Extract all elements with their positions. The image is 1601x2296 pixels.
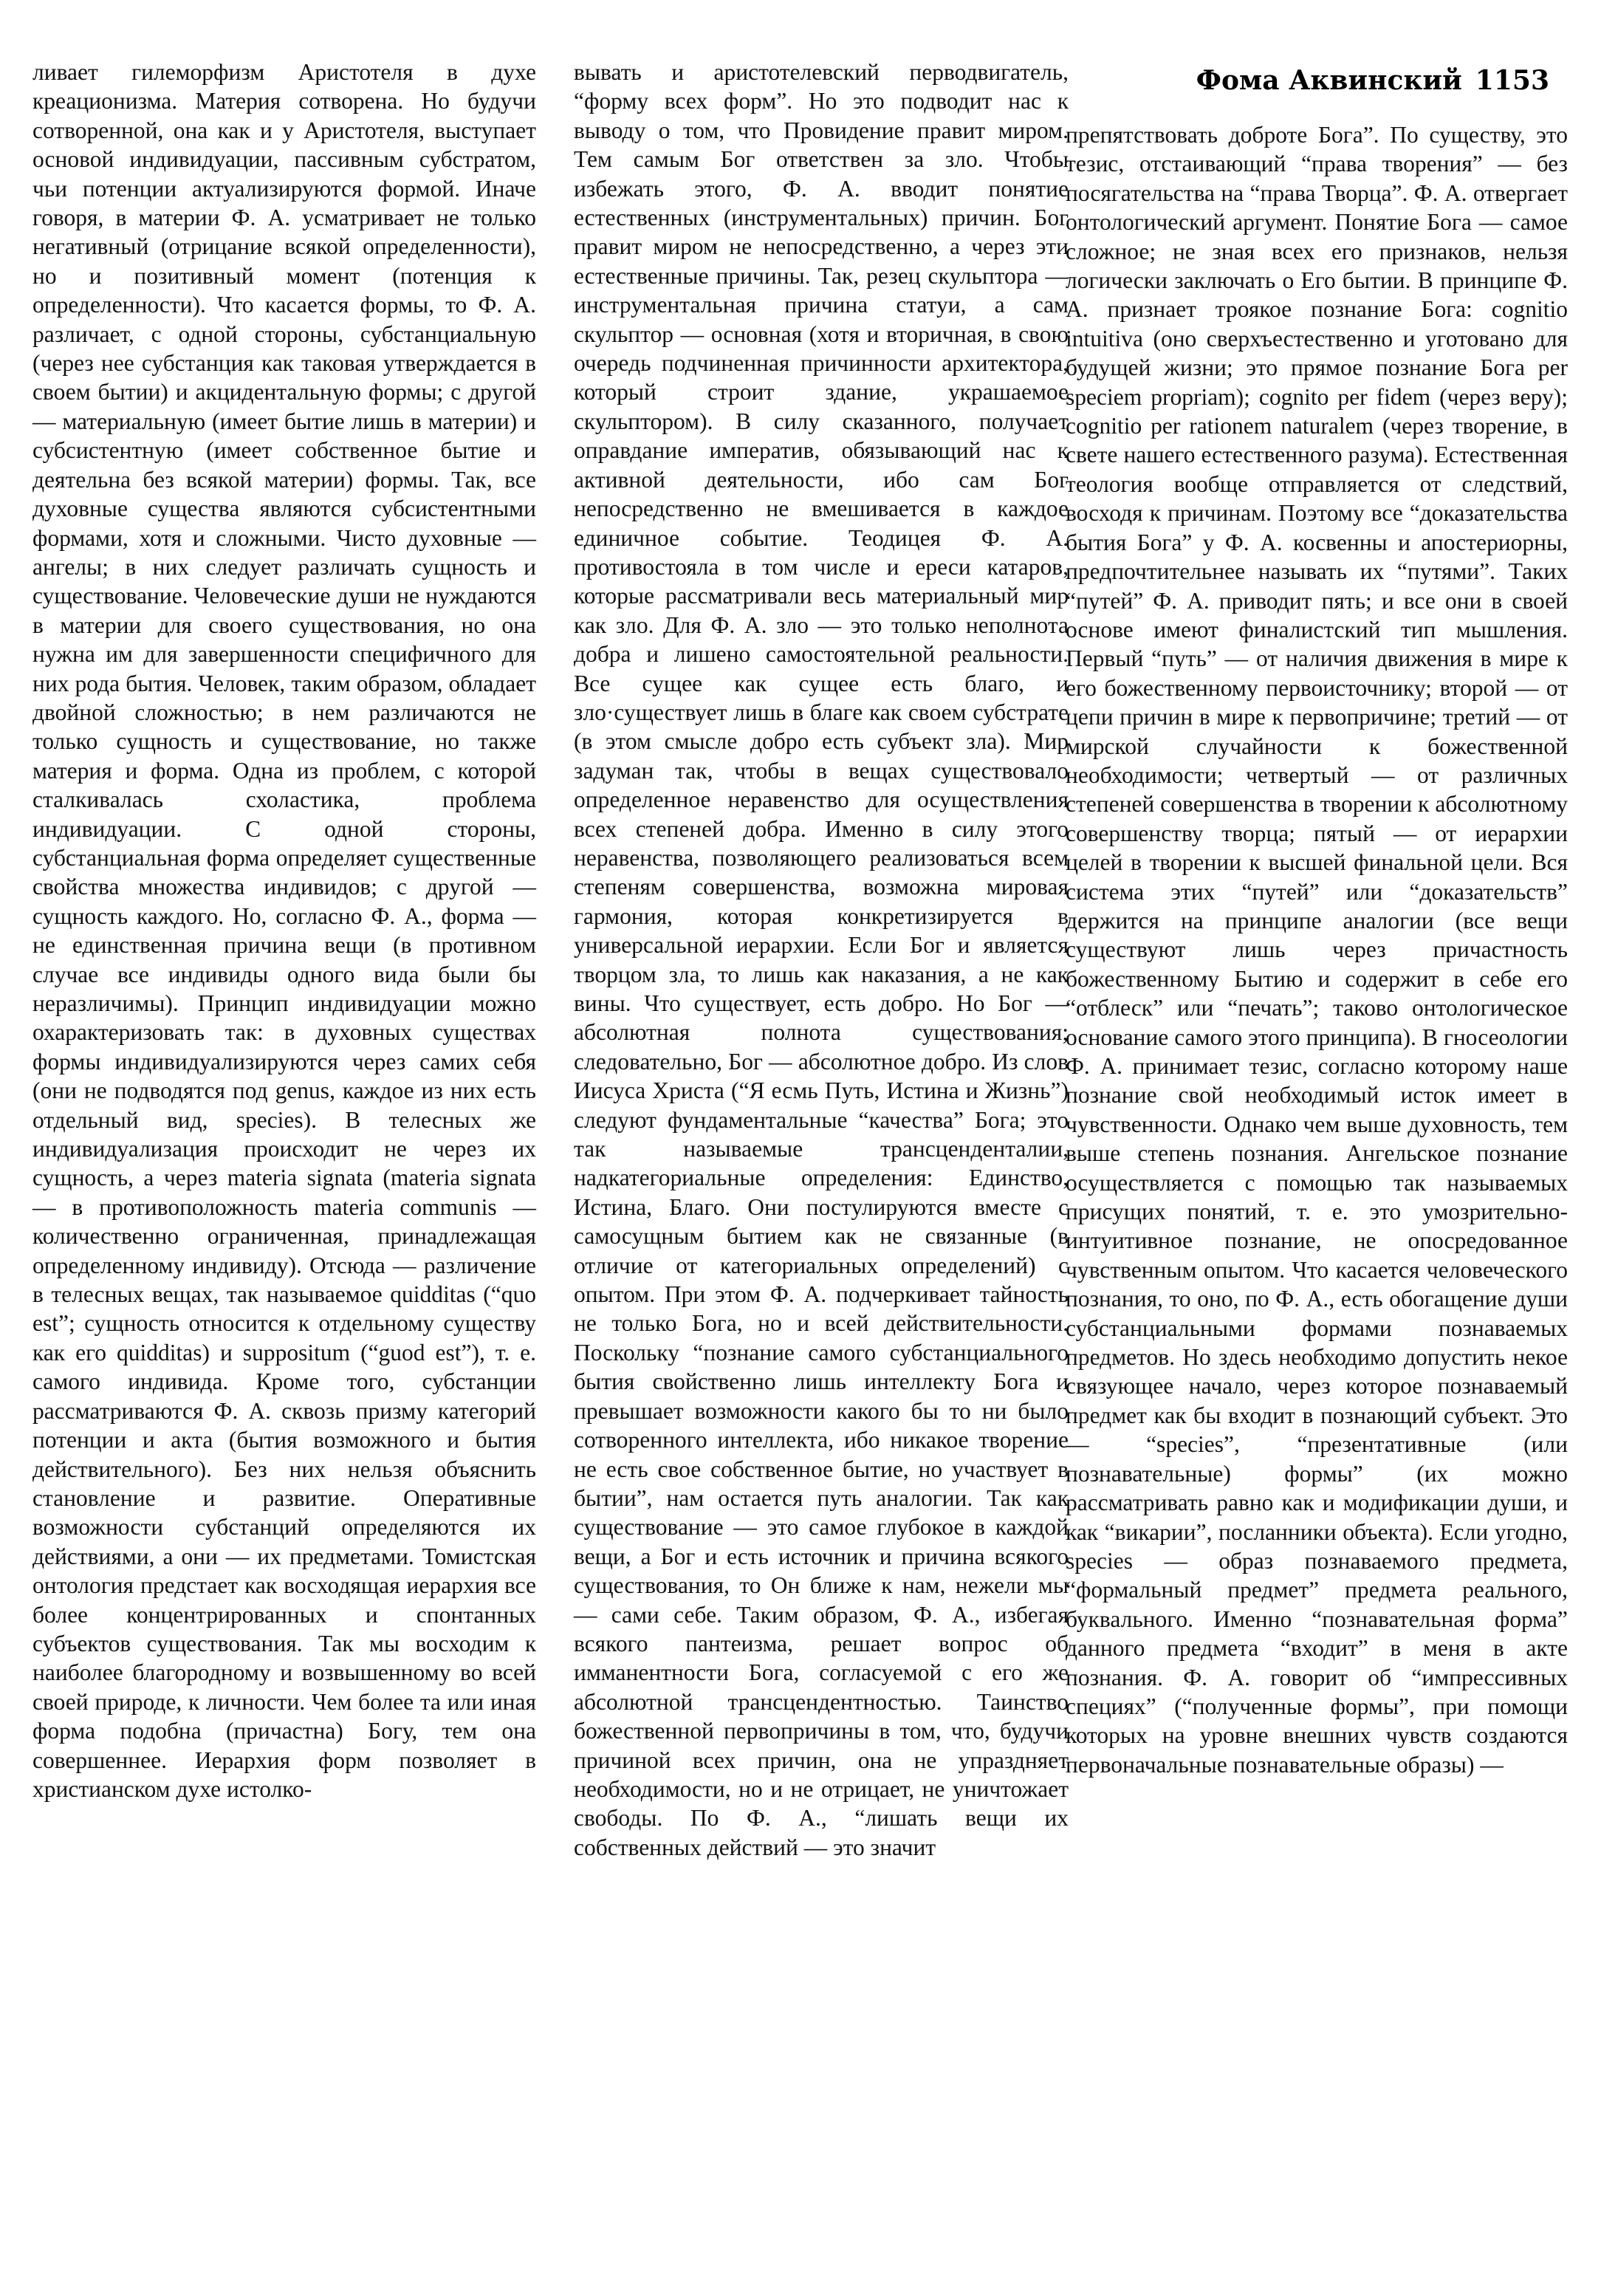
column-text: препятствовать доброте Бога”. По существу, это тезис, отстаивающий “права творения” — без посягательства на “права Творца”. Ф. А. отвергает онтологический аргумент. Понятие Бога — самое сложное; не зная всех его признаков, нельзя логически заключать о Его бытии. В принципе Ф. А. признает троякое познание Бога: cognitio intuitiva (оно сверхъестественно и уготовано для будущей жизни; это прямое познание Бога per speciem propriam); cognito per fidem (через веру); cognitio per rationem naturalem (через творение, в свете нашего естественного разума). Естественная теология вообще отправляется от следствий, восходя к причинам. Поэтому все “доказательства бытия Бога” у Ф. А. косвенны и апостериорны, предпочтительнее называть их “путями”. Таких “путей” Ф. А. приводит пять; и все они в своей основе имеют финалистский тип мышления. Первый “путь” — от наличия движения в мире к его божественному первоисточнику; второй — от цепи причин в мире к первопричине; третий — от мирской случайности к божественной необходимости; четвертый — от различных степеней совершенства в творении к абсолютному совершенству творца; пятый — от иерархии целей в творении к высшей финальной цели. Вся система этих “путей” или “доказательств” держится на принципе аналогии (все вещи существуют лишь через причастность божественному Бытию и содержит в себе его “отблеск” или “печать”; таково онтологическое основание самого этого принципа). В гносеологии Ф. А. принимает тезис, согласно которому наше познание свой необходимый исток имеет в чувственности. Однако чем выше духовность, тем выше степень познания. Ангельское познание осуществляется с помощью так называемых присущих понятий, т. е. это умозрительно-интуитивное познание, не опосредованное чувственным опытом. Что касается человеческого познания, то оно, по Ф. А., есть обогащение души субстанциальными формами познаваемых предметов. Но здесь необходимо допустить некое связующее начало, через которое познаваемый предмет как бы входит в познающий субъект. Это — “species”, “презентативные (или познавательные) формы” (их можно рассматривать равно как и модификации души, и как “викарии”, посланники объекта). Если угодно, species — образ познаваемого предмета, “формальный предмет” предмета реального, буквального. Именно “познавательная форма” данного предмета “входит” в меня в акте познания. Ф. А. говорит об “импрессивных специях” (“полученные формы”, при помощи которых на уровне внешних чувств создаются первоначальные познавательные образы) — <box>1066 122 1568 1778</box>
text-column-1 <box>32 58 536 1803</box>
running-header <box>1196 65 1549 96</box>
text-column-3 <box>1066 120 1568 1779</box>
column-text: ливает гилеморфизм Аристотеля в духе креационизма. Материя сотворена. Но будучи сотворенной, она как и у Аристотеля, выступает основой индивидуации, пассивным субстратом, чьи потенции актуализируются формой. Иначе говоря, в материи Ф. А. усматривает не только негативный (отрицание всякой определенности), но и позитивный момент (потенция к определенности). Что касается формы, то Ф. А. различает, с одной стороны, субстанциальную (через нее субстанция как таковая утверждается в своем бытии) и акцидентальную формы; с другой — материальную (имеет бытие лишь в материи) и субсистентную (имеет собственное бытие и деятельна без всякой материи) формы. Так, все духовные существа являются субсистентными формами, хотя и сложными. Чисто духовные — ангелы; в них следует различать сущность и существование. Человеческие души не нуждаются в материи для своего существования, но она нужна им для завершенности специфичного для них рода бытия. Человек, таким образом, обладает двойной сложностью; в нем различаются не только сущность и существование, но также материя и форма. Одна из проблем, с которой сталкивалась схоластика, проблема индивидуации. С одной стороны, субстанциальная форма определяет существенные свойства множества индивидов; с другой — сущность каждого. Но, согласно Ф. А., форма — не единственная причина вещи (в противном случае все индивиды одного вида были бы неразличимы). Принцип индивидуации можно охарактеризовать так: в духовных существах формы индивидуализируются через самих себя (они не подводятся под genus, каждое из них есть отдельный вид, species). В телесных же индивидуализация происходит не через их сущность, а через materia signata (materia signata — в противоположность materia communis — количественно ограниченная, принадлежащая определенному индивиду). Отсюда — различение в телесных вещах, так называемое quidditas (“quo est”; сущность относится к отдельному существу как его quidditas) и suppositum (“guod est”), т. е. самого индивида. Кроме того, субстанции рассматриваются Ф. А. сквозь призму категорий потенции и акта (бытия возможного и бытия действительного). Без них нельзя объяснить становление и развитие. Оперативные возможности субстанций определяются их действиями, а они — их предметами. Томистская онтология предстает как восходящая иерархия все более концентрированных и спонтанных субъектов существования. Так мы восходим к наиболее благородному и возвышенному во всей своей природе, к личности. Чем более та или иная форма подобна (причастна) Богу, тем она совершеннее. Иерархия форм позволяет в христианском духе истолко- <box>32 59 536 1802</box>
text-column-2 <box>574 58 1069 1862</box>
column-text: вывать и аристотелевский перводвигатель, “форму всех форм”. Но это подводит нас к выводу о том, что Провидение правит миром. Тем самым Бог ответствен за зло. Чтобы избежать этого, Ф. А. вводит понятие естественных (инструментальных) причин. Бог правит миром не непосредственно, а через эти естественные причины. Так, резец скульптора — инструментальная причина статуи, а сам скульптор — основная (хотя и вторичная, в свою очередь подчиненная причинности архитектора, который строит здание, украшаемое скульптором). В силу сказанного, получает оправдание императив, обязывающий нас к активной деятельности, ибо сам Бог непосредственно не вмешивается в каждое единичное событие. Теодицея Ф. А. противостояла в том числе и ереси катаров, которые рассматривали весь материальный мир как зло. Для Ф. А. зло — это только неполнота добра и лишено самостоятельной реальности. Все сущее как сущее есть благо, и зло·существует лишь в благе как своем субстрате (в этом смысле добро есть субъект зла). Мир задуман так, чтобы в вещах существовало определенное неравенство для осуществления всех степеней добра. Именно в силу этого неравенства, позволяющего реализоваться всем степеням совершенства, возможна мировая гармония, которая конкретизируется в универсальной иерархии. Если Бог и является творцом зла, то лишь как наказания, а не как вины. Что существует, есть добро. Но Бог — абсолютная полнота существования; следовательно, Бог — абсолютное добро. Из слов Иисуса Христа (“Я есмь Путь, Истина и Жизнь”) следуют фундаментальные “качества” Бога; это так называемые трансценденталии, надкатегориальные определения: Единство, Истина, Благо. Они постулируются вместе с самосущным бытием как не связанные (в отличие от категориальных определений) с опытом. При этом Ф. А. подчеркивает тайность не только Бога, но и всей действительности. Поскольку “познание самого субстанциального бытия свойственно лишь интеллекту Бога и превышает возможности какого бы то ни было сотворенного интеллекта, ибо никакое творение не есть свое собственное бытие, но участвует в бытии”, нам остается путь аналогии. Так как существование — это самое глубокое в каждой вещи, а Бог и есть источник и причина всякого существования, то Он ближе к нам, нежели мы — сами себе. Таким образом, Ф. А., избегая всякого пантеизма, решает вопрос об имманентности Бога, согласуемой с его же абсолютной трансцендентностью. Таинство божественной первопричины в том, что, будучи причиной всех причин, она не упраздняет необходимости, но и не отрицает, не уничтожает свободы. По Ф. А., “лишать вещи их собственных действий — это значит <box>574 59 1069 1860</box>
header-title: Фома Аквинский <box>1196 65 1462 96</box>
page-number: 1153 <box>1475 65 1549 96</box>
